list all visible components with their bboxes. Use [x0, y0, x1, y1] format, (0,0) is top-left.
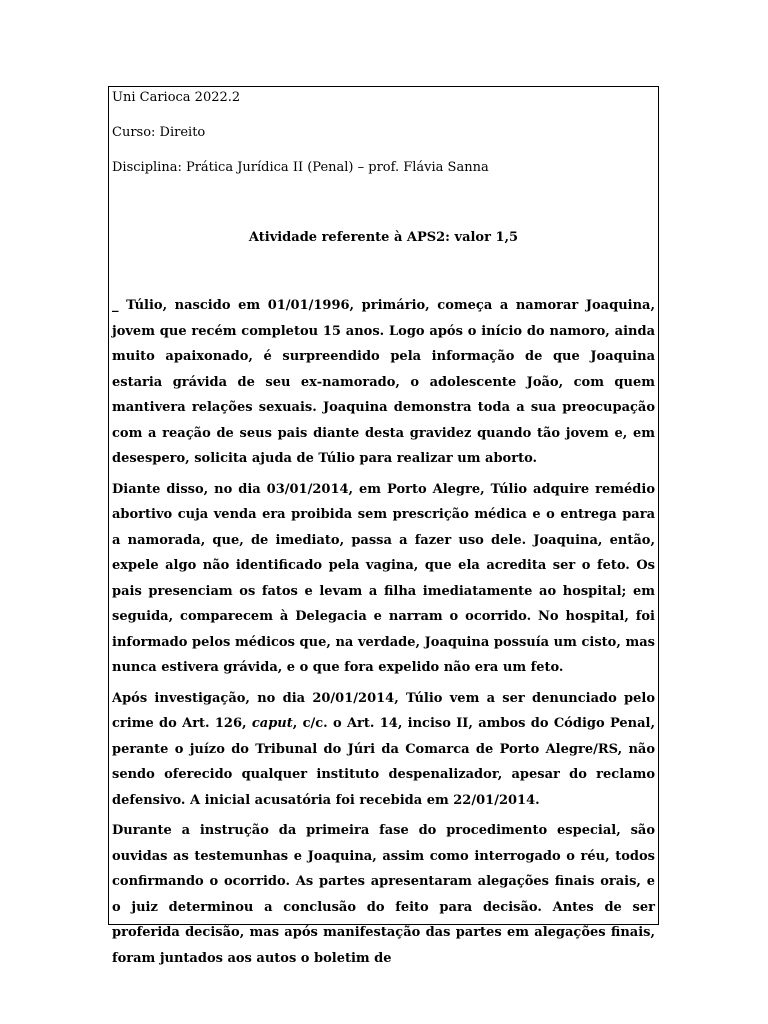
caput-term: caput: [251, 716, 293, 731]
paragraph-3-part-b: , c/c. o Art. 14, inciso II, ambos do Código Penal, perante o juízo do Tribunal do Júri da Comarca de Porto Alegre/RS, não sendo oferecido qualquer instituto despenalizador, apesar do reclamo defensivo. A inicial acusatória foi recebida em 22/01/2014.: [112, 716, 655, 808]
institution-line: Uni Carioca 2022.2: [112, 90, 241, 105]
paragraph-3-part-a: Após investigação, no dia 20/01/2014, Túlio vem a ser denunciado pelo crime do Art. 126,: [112, 690, 655, 731]
paragraph-2: Diante disso, no dia 03/01/2014, em Porto Alegre, Túlio adquire remédio abortivo cuja venda era proibida sem prescrição médica e o entrega para a namorada, que, de imediato, passa a fazer uso dele. Joaquina, então, expele algo não identificado pela vagina, que ela acredita ser o feto. Os pais presenciam os fatos e levam a filha imediatamente ao hospital; em seguida, comparecem à Delegacia e narram o ocorrido. No hospital, foi informado pelos médicos que, na verdade, Joaquina possuía um cisto, mas nunca estivera grávida, e o que fora expelido não era um feto.: [112, 481, 655, 675]
discipline-line: Disciplina: Prática Jurídica II (Penal) – prof. Flávia Sanna: [112, 160, 489, 175]
paragraph-3: [112, 686, 655, 814]
document-title: Atividade referente à APS2: valor 1,5: [248, 230, 519, 245]
course-line: Curso: Direito: [112, 125, 206, 140]
document-body: [112, 293, 655, 971]
paragraph-4: Durante a instrução da primeira fase do procedimento especial, são ouvidas as testemunhas e Joaquina, assim como interrogado o réu, todos confirmando o ocorrido. As partes apresentaram alegações finais orais, e o juiz determinou a conclusão do feito para decisão. Antes de ser proferida decisão, mas após manifestação das partes em alegações finais, foram juntados aos autos o boletim de: [112, 823, 655, 966]
document-frame: [108, 86, 659, 966]
paragraph-1: _ Túlio, nascido em 01/01/1996, primário, começa a namorar Joaquina, jovem que recém completou 15 anos. Logo após o início do namoro, ainda muito apaixonado, é surpreendido pela informação de que Joaquina estaria grávida de seu ex-namorado, o adolescente João, com quem mantivera relações sexuais. Joaquina demonstra toda a sua preocupação com a reação de seus pais diante desta gravidez quando tão jovem e, em desespero, solicita ajuda de Túlio para realizar um aborto.: [112, 298, 655, 466]
